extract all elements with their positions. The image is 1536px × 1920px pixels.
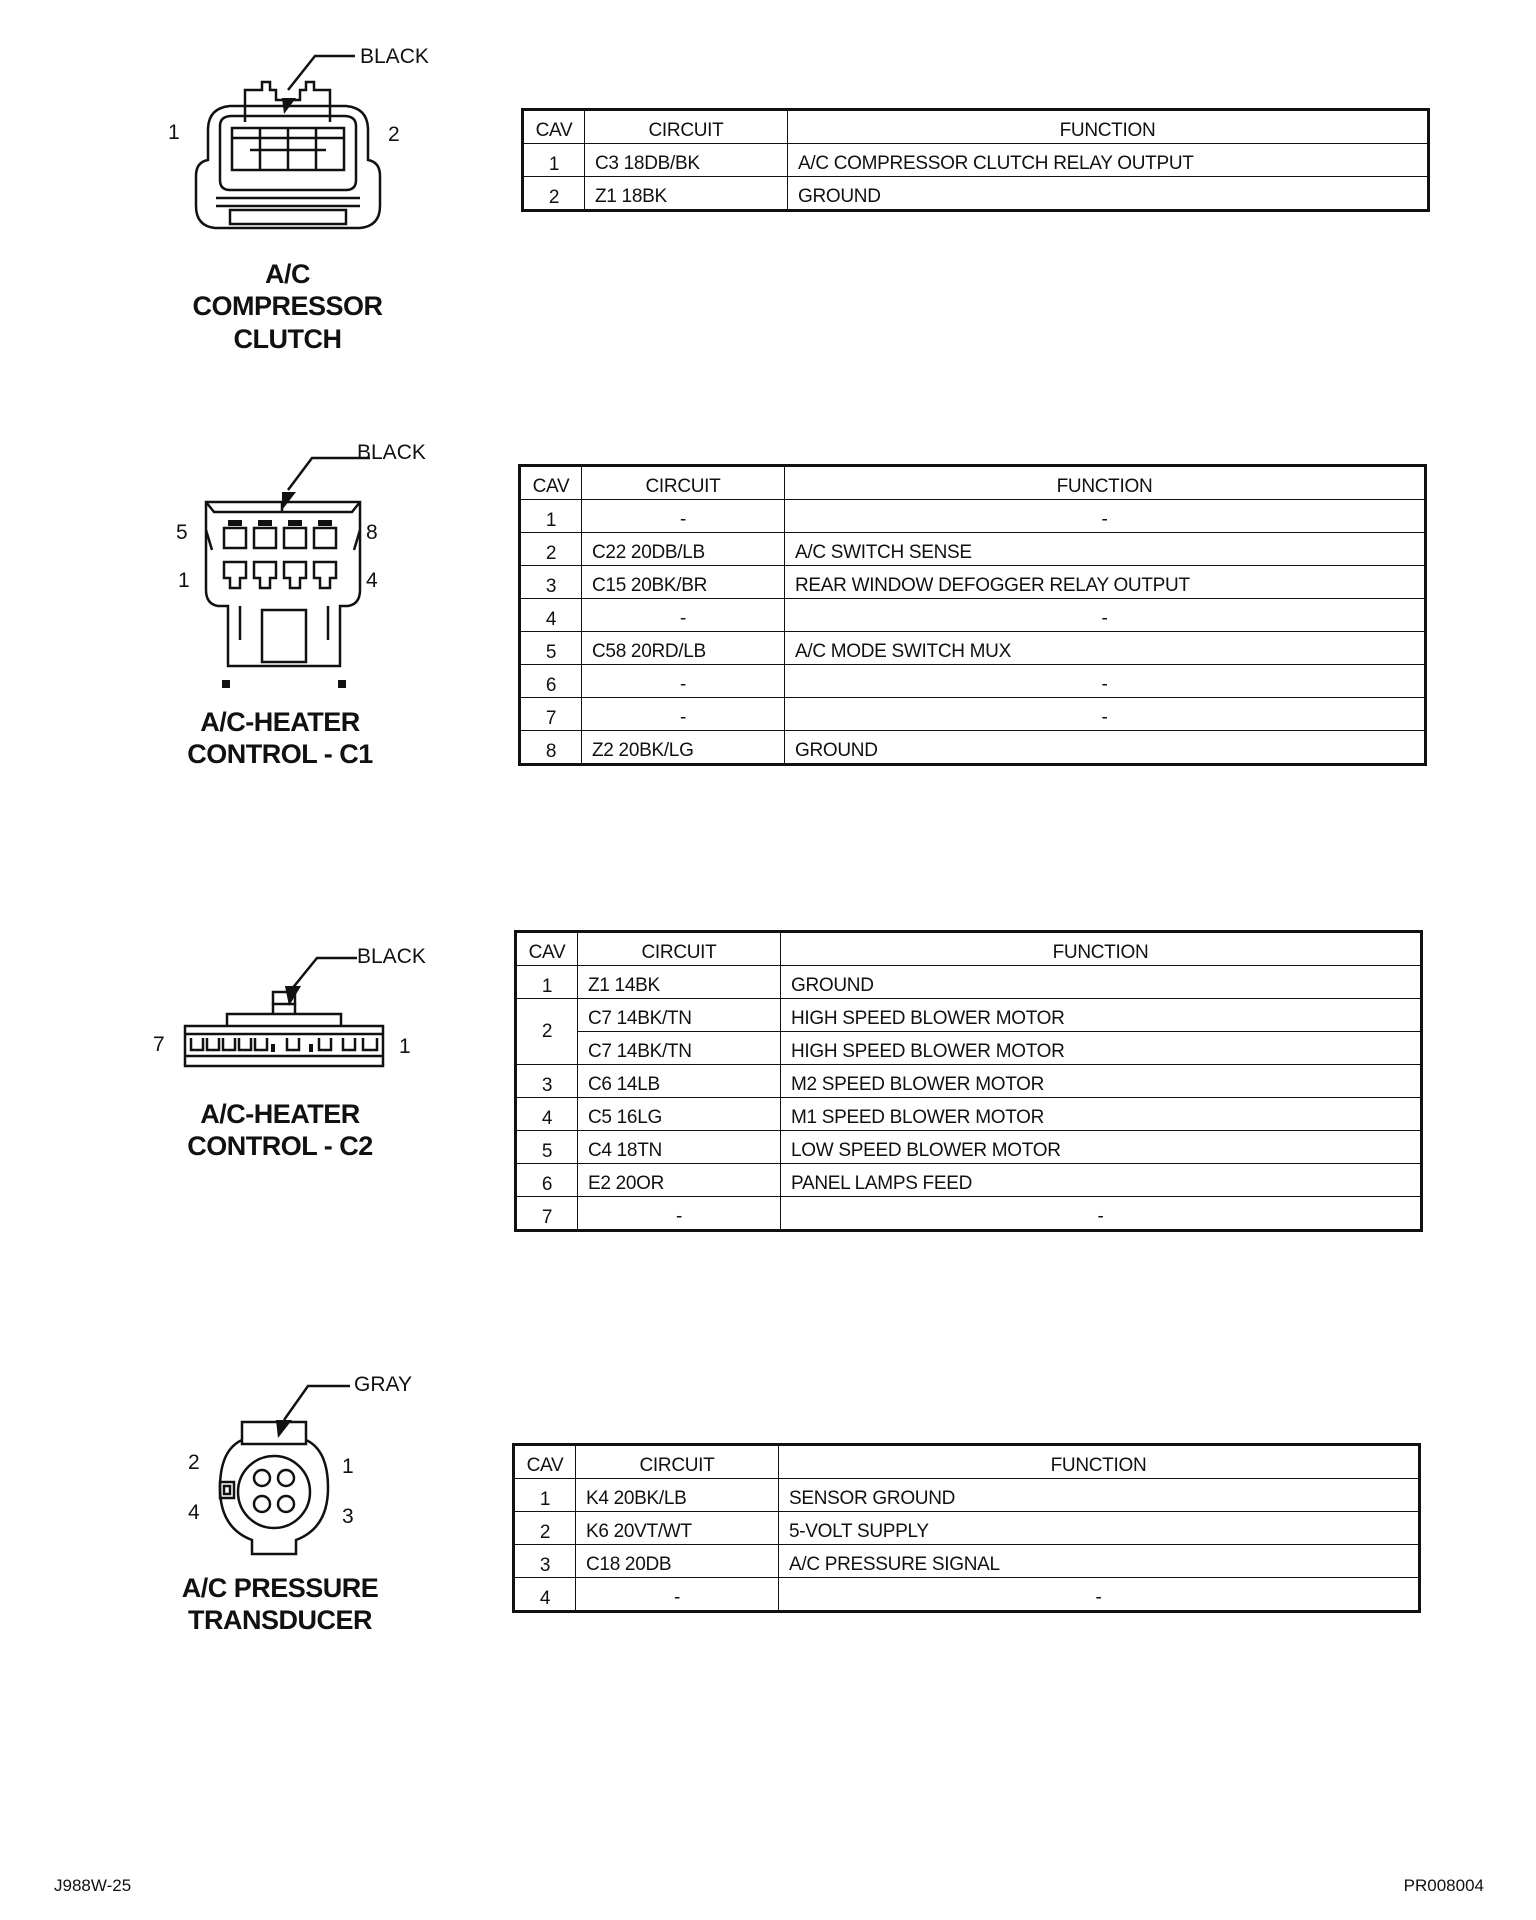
cav-cell: 6 — [516, 1164, 578, 1197]
circuit-cell: C3 18DB/BK — [585, 144, 788, 177]
function-cell: M1 SPEED BLOWER MOTOR — [781, 1098, 1422, 1131]
circuit-header: CIRCUIT — [578, 932, 781, 966]
table-row — [514, 1545, 1420, 1578]
pin-label: 1 — [168, 121, 180, 144]
connector-face-view — [180, 1370, 440, 1570]
pin-label: 3 — [342, 1505, 354, 1528]
cav-cell: 3 — [516, 1065, 578, 1098]
pin-label: 1 — [399, 1035, 411, 1058]
circuit-header: CIRCUIT — [585, 110, 788, 144]
function-cell: REAR WINDOW DEFOGGER RELAY OUTPUT — [785, 566, 1426, 599]
function-cell: - — [779, 1578, 1420, 1612]
connector-name-line: COMPRESSOR — [192, 291, 383, 322]
cav-cell: 7 — [516, 1197, 578, 1231]
function-header: FUNCTION — [785, 466, 1426, 500]
color-label: BLACK — [360, 45, 429, 68]
cav-header: CAV — [514, 1445, 576, 1479]
connector-name-line: TRANSDUCER — [188, 1605, 372, 1636]
figure-id-right: PR008004 — [1403, 1876, 1484, 1895]
function-cell: A/C PRESSURE SIGNAL — [779, 1545, 1420, 1578]
pin-label: 4 — [366, 569, 378, 592]
function-cell: - — [785, 665, 1426, 698]
pin-label: 5 — [176, 521, 188, 544]
connector-name — [150, 1572, 410, 1637]
cav-cell: 3 — [514, 1545, 576, 1578]
circuit-cell: - — [582, 500, 785, 533]
connector-name-line: A/C-HEATER — [200, 707, 360, 737]
function-cell: HIGH SPEED BLOWER MOTOR — [781, 1032, 1422, 1065]
color-label: BLACK — [357, 441, 426, 464]
circuit-cell: C6 14LB — [578, 1065, 781, 1098]
cav-cell: 3 — [520, 566, 582, 599]
circuit-cell: Z2 20BK/LG — [582, 731, 785, 765]
connector-name-line: CONTROL - C1 — [187, 739, 373, 770]
circuit-cell: C4 18TN — [578, 1131, 781, 1164]
function-cell: A/C MODE SWITCH MUX — [785, 632, 1426, 665]
circuit-cell: C7 14BK/TN — [578, 999, 781, 1032]
connector-name-line: A/C PRESSURE — [181, 1573, 379, 1603]
function-cell: GROUND — [785, 731, 1426, 765]
function-cell: - — [785, 599, 1426, 632]
circuit-cell: E2 20OR — [578, 1164, 781, 1197]
pin-label: 8 — [366, 521, 378, 544]
pin-label: 2 — [188, 1451, 200, 1474]
function-cell: - — [785, 500, 1426, 533]
circuit-cell: C22 20DB/LB — [582, 533, 785, 566]
circuit-cell: Z1 14BK — [578, 966, 781, 999]
connector-name-line: A/C — [265, 259, 310, 289]
cav-cell: 4 — [516, 1098, 578, 1131]
cav-cell: 2 — [523, 177, 585, 211]
cav-cell: 1 — [523, 144, 585, 177]
cav-cell: 1 — [514, 1479, 576, 1512]
function-cell: HIGH SPEED BLOWER MOTOR — [781, 999, 1422, 1032]
cav-cell: 7 — [520, 698, 582, 731]
color-label: GRAY — [354, 1373, 412, 1396]
circuit-cell: C7 14BK/TN — [578, 1032, 781, 1065]
circuit-cell: C15 20BK/BR — [582, 566, 785, 599]
function-cell: GROUND — [788, 177, 1429, 211]
cav-cell: 2 — [520, 533, 582, 566]
table-row — [514, 1578, 1420, 1612]
pin-label: 2 — [388, 123, 400, 146]
function-cell: - — [781, 1197, 1422, 1231]
cav-cell: 5 — [516, 1131, 578, 1164]
cav-header: CAV — [520, 466, 582, 500]
pin-label: 4 — [188, 1501, 200, 1524]
cav-cell: 2 — [514, 1512, 576, 1545]
circuit-header: CIRCUIT — [582, 466, 785, 500]
color-label: BLACK — [357, 945, 426, 968]
circuit-cell: K4 20BK/LB — [576, 1479, 779, 1512]
function-header: FUNCTION — [788, 110, 1429, 144]
cav-header: CAV — [516, 932, 578, 966]
circuit-cell: C58 20RD/LB — [582, 632, 785, 665]
function-cell: 5-VOLT SUPPLY — [779, 1512, 1420, 1545]
circuit-cell: - — [582, 665, 785, 698]
circuit-cell: - — [582, 599, 785, 632]
cav-cell: 1 — [516, 966, 578, 999]
connector-name-line: CONTROL - C2 — [187, 1131, 373, 1162]
circuit-header: CIRCUIT — [576, 1445, 779, 1479]
cav-cell: 5 — [520, 632, 582, 665]
function-cell: PANEL LAMPS FEED — [781, 1164, 1422, 1197]
connector-name-line: CLUTCH — [233, 323, 342, 354]
circuit-cell: - — [582, 698, 785, 731]
function-cell: A/C SWITCH SENSE — [785, 533, 1426, 566]
circuit-cell: Z1 18BK — [585, 177, 788, 211]
connector-face-drawing — [180, 1370, 440, 1570]
pin-label: 7 — [153, 1033, 165, 1056]
circuit-cell: - — [576, 1578, 779, 1612]
pinout-table — [512, 1443, 1421, 1613]
cav-cell: 6 — [520, 665, 582, 698]
function-cell: A/C COMPRESSOR CLUTCH RELAY OUTPUT — [788, 144, 1429, 177]
function-cell: - — [785, 698, 1426, 731]
cav-cell: 8 — [520, 731, 582, 765]
table-row — [514, 1512, 1420, 1545]
function-header: FUNCTION — [779, 1445, 1420, 1479]
cav-cell: 1 — [520, 500, 582, 533]
function-cell: M2 SPEED BLOWER MOTOR — [781, 1065, 1422, 1098]
pin-label: 1 — [178, 569, 190, 592]
circuit-cell: C18 20DB — [576, 1545, 779, 1578]
circuit-cell: C5 16LG — [578, 1098, 781, 1131]
function-cell: LOW SPEED BLOWER MOTOR — [781, 1131, 1422, 1164]
pin-label: 1 — [342, 1455, 354, 1478]
cav-cell: 4 — [514, 1578, 576, 1612]
circuit-cell: - — [578, 1197, 781, 1231]
cav-cell: 2 — [516, 999, 578, 1065]
table-row — [514, 1479, 1420, 1512]
cav-header: CAV — [523, 110, 585, 144]
function-header: FUNCTION — [781, 932, 1422, 966]
figure-id-left: J988W-25 — [54, 1876, 132, 1895]
function-cell: GROUND — [781, 966, 1422, 999]
table-header-row — [514, 1445, 1420, 1479]
function-cell: SENSOR GROUND — [779, 1479, 1420, 1512]
circuit-cell: K6 20VT/WT — [576, 1512, 779, 1545]
connector-name-line: A/C-HEATER — [200, 1099, 360, 1129]
cav-cell: 4 — [520, 599, 582, 632]
